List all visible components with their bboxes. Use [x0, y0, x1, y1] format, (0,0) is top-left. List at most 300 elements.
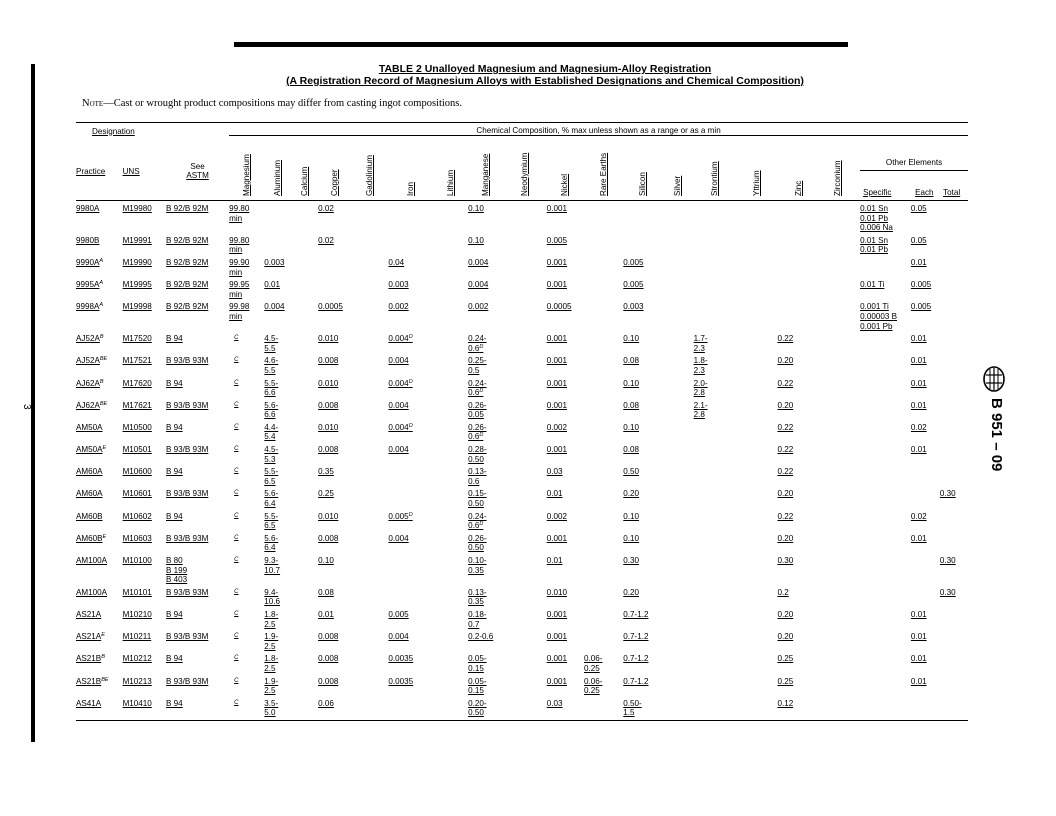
strontium-cell: [694, 486, 736, 508]
aluminum-cell: 1.9- 2.5: [264, 632, 279, 651]
yttrium-cell: [736, 233, 777, 255]
zinc-cell: 0.22: [777, 467, 794, 477]
uns-cell: M17620: [122, 378, 152, 388]
gadolinium-cell: [352, 398, 388, 420]
zirconium-cell: [821, 353, 856, 375]
zirconium-cell: [821, 629, 856, 651]
table-row: [76, 353, 968, 375]
neodymium-cell: [503, 585, 546, 607]
zirconium-cell: [821, 233, 856, 255]
element-header-magnesium: Magnesium: [229, 136, 264, 201]
aluminum-cell: 5.6- 6.4: [264, 489, 279, 509]
yttrium-cell: [736, 486, 777, 508]
astm-cell: B 94: [166, 378, 183, 388]
lithium-cell: [434, 553, 468, 585]
copper-cell: 0.008: [318, 676, 339, 686]
gadolinium-cell: [352, 585, 388, 607]
iron-cell: 0.004: [388, 632, 409, 642]
gadolinium-cell: [352, 464, 388, 486]
practice-cell: 9980A: [76, 204, 100, 213]
gadolinium-cell: [352, 629, 388, 651]
magnesium-cell: C: [234, 401, 239, 408]
nickel-cell: 0.001: [546, 334, 567, 344]
strontium-cell: [694, 553, 736, 585]
gadolinium-cell: [352, 696, 388, 721]
specific-cell: [856, 585, 911, 607]
lithium-cell: [434, 420, 468, 442]
silver-cell: [663, 376, 694, 398]
manganese-cell: 0.004: [468, 280, 489, 290]
specific-cell: [856, 376, 911, 398]
calcium-cell: [291, 277, 318, 299]
yttrium-cell: [736, 201, 777, 233]
magnesium-cell: C: [234, 335, 239, 342]
practice-cell: $AM60B^E$: [76, 533, 107, 543]
uns-cell: M10410: [123, 696, 166, 721]
each-cell: [911, 585, 940, 607]
zirconium-cell: [821, 553, 856, 585]
element-header-manganese: Manganese: [468, 136, 503, 201]
silicon-cell: 0.08: [623, 400, 640, 410]
yttrium-cell: [736, 255, 777, 277]
zirconium-cell: [821, 420, 856, 442]
silicon-cell: 0.10: [623, 334, 640, 344]
magnesium-cell: C: [234, 468, 239, 475]
zirconium-cell: [821, 607, 856, 629]
calcium-cell: [291, 553, 318, 585]
gadolinium-cell: [352, 353, 388, 375]
practice-cell: $AS21A^E$: [76, 632, 105, 642]
uns-cell: M17621: [122, 400, 152, 410]
copper-cell: 0.008: [318, 632, 339, 642]
each-cell: 0.01: [910, 676, 927, 686]
nickel-cell: 0.01: [546, 556, 563, 565]
each-cell: 0.01: [910, 378, 927, 388]
side-header: [975, 358, 1019, 518]
table-row: [76, 299, 968, 331]
astm-cell: B 94: [166, 422, 183, 432]
table-row: [76, 255, 968, 277]
astm-cell: B 93/B 93M: [166, 445, 209, 455]
copper-cell: 0.02: [318, 204, 334, 213]
zinc-cell: 0.20: [777, 400, 794, 410]
aluminum-cell: 4.4- 5.4: [264, 422, 279, 442]
strontium-cell: [694, 277, 736, 299]
total-cell: [940, 233, 968, 255]
manganese-cell: 0.18- 0.7: [468, 609, 487, 629]
lithium-cell: [434, 255, 468, 277]
silver-cell: [663, 464, 694, 486]
chem-header: Chemical Composition, % max unless shown as a range or as a min: [229, 123, 968, 136]
specific-cell: [856, 464, 911, 486]
silver-cell: [663, 255, 694, 277]
yttrium-cell: [736, 674, 777, 696]
zirconium-cell: [821, 464, 856, 486]
aluminum-cell: 4.5- 5.5: [264, 334, 279, 353]
iron-cell: 0.0035: [388, 654, 414, 664]
strontium-cell: [694, 607, 736, 629]
copper-cell: 0.0005: [318, 302, 343, 312]
calcium-cell: [291, 442, 318, 464]
copper-cell: 0.35: [318, 467, 334, 477]
manganese-cell: 0.2-0.6: [468, 632, 494, 642]
silver-cell: [663, 201, 694, 233]
iron-cell: $0.004^D$: [388, 378, 413, 388]
strontium-cell: [694, 696, 736, 721]
alloy-table: [76, 122, 968, 721]
gadolinium-cell: [352, 531, 388, 553]
copper-cell: 0.010: [318, 378, 339, 388]
neodymium-cell: [503, 420, 546, 442]
copper-cell: 0.25: [318, 489, 334, 499]
practice-cell: $AJ52A^B$: [76, 334, 104, 344]
element-header-zirconium: Zirconium: [821, 136, 856, 201]
uns-cell: M10603: [122, 533, 152, 543]
table-row: [76, 376, 968, 398]
zinc-cell: 0.12: [777, 696, 820, 721]
magnesium-cell: 99.95 min: [229, 280, 250, 299]
practice-cell: AM60A: [76, 489, 103, 499]
aluminum-cell: 5.5- 6.5: [264, 511, 279, 531]
iron-cell: 0.003: [388, 280, 409, 290]
iron-cell: [388, 585, 434, 607]
magnesium-cell: 99.80 min: [229, 235, 250, 255]
iron-cell: $0.004^D$: [388, 422, 413, 432]
silicon-cell: 0.10: [623, 533, 640, 543]
strontium-cell: 1.7- 2.3: [693, 334, 708, 353]
silver-cell: [663, 299, 694, 331]
zirconium-cell: [821, 674, 856, 696]
iron-cell: 0.0035: [388, 676, 414, 686]
gadolinium-cell: [352, 331, 388, 353]
astm-cell: B 94: [166, 334, 183, 344]
silicon-cell: 0.50: [623, 467, 640, 477]
zinc-cell: [777, 299, 820, 331]
magnesium-cell: C: [234, 588, 239, 595]
zinc-cell: [777, 201, 820, 233]
total-cell: 0.30: [939, 489, 956, 499]
practice-cell: AM100A: [76, 587, 108, 597]
table-row: [76, 651, 968, 673]
manganese-cell: 0.15- 0.50: [468, 489, 487, 509]
silicon-cell: 0.005: [623, 257, 644, 267]
aluminum-cell: 0.01: [264, 280, 281, 290]
specific-cell: [856, 398, 911, 420]
calcium-cell: [291, 674, 318, 696]
neodymium-cell: [503, 233, 546, 255]
silicon-cell: 0.10: [623, 422, 640, 432]
table-note: Note—Cast or wrought product compositions may differ from casting ingot compositions.: [82, 98, 463, 109]
specific-cell: [856, 255, 911, 277]
designation-label: B 951 – 09: [988, 398, 1005, 472]
neodymium-cell: [503, 376, 546, 398]
zirconium-cell: [821, 486, 856, 508]
manganese-cell: 0.26- $0.6^D$: [468, 422, 487, 442]
rare-earths-cell: [584, 486, 623, 508]
silicon-cell: 0.20: [623, 587, 640, 597]
each-cell: 0.05: [910, 235, 927, 245]
silicon-cell: 0.7-1.2: [623, 676, 649, 686]
nickel-cell: 0.0005: [546, 302, 572, 312]
iron-cell: [388, 464, 434, 486]
practice-cell: $9998A^A$: [76, 302, 104, 312]
neodymium-cell: [503, 651, 546, 673]
strontium-cell: [694, 464, 736, 486]
practice-cell: $9990A^A$: [76, 257, 104, 267]
silicon-cell: 0.50- 1.5: [623, 696, 662, 721]
zinc-cell: 0.22: [777, 422, 794, 432]
magnesium-cell: C: [234, 446, 239, 453]
element-header-calcium: Calcium: [291, 136, 318, 201]
each-cell: 0.01: [910, 257, 927, 267]
each-cell: 0.01: [910, 654, 927, 664]
astm-cell: B 94: [166, 696, 229, 721]
rare-earths-cell: [584, 629, 623, 651]
lithium-cell: [434, 398, 468, 420]
magnesium-cell: C: [234, 490, 239, 497]
manganese-cell: 0.24- $0.6^D$: [468, 511, 487, 531]
nickel-cell: 0.001: [546, 257, 567, 267]
nickel-cell: 0.010: [546, 587, 567, 597]
zirconium-cell: [821, 277, 856, 299]
nickel-cell: 0.001: [546, 400, 567, 410]
astm-cell: B 93/B 93M: [166, 533, 209, 543]
practice-cell: $AJ62A^B$: [76, 378, 104, 388]
element-header-yttrium: Yttrium: [736, 136, 777, 201]
zirconium-cell: [821, 696, 856, 721]
copper-cell: 0.008: [318, 533, 339, 543]
table-row: [76, 629, 968, 651]
specific-cell: [856, 531, 911, 553]
zirconium-cell: [821, 398, 856, 420]
table-row: [76, 553, 968, 585]
practice-cell: 9980B: [76, 235, 100, 245]
zirconium-cell: [821, 509, 856, 531]
nickel-cell: 0.002: [546, 511, 567, 521]
specific-cell: 0.01 Ti: [860, 280, 885, 290]
calcium-cell: [291, 299, 318, 331]
top-rule: [234, 42, 848, 47]
each-cell: 0.01: [910, 632, 927, 642]
aluminum-cell: 5.6- 6.4: [264, 533, 279, 553]
aluminum-cell: 0.003: [264, 257, 285, 267]
rare-earths-cell: 0.06- 0.25: [583, 654, 603, 673]
zinc-cell: 0.20: [777, 533, 794, 543]
zirconium-cell: [821, 299, 856, 331]
strontium-cell: [694, 531, 736, 553]
table-row: [76, 674, 968, 696]
uns-cell: M10213: [122, 676, 152, 686]
practice-cell: $AS21B^{BE}$: [76, 676, 109, 686]
lithium-cell: [434, 201, 468, 233]
specific-cell: 0.01 Sn 0.01 Pb 0.006 Na: [860, 204, 893, 233]
copper-cell: 0.008: [318, 400, 339, 410]
zinc-cell: [777, 277, 820, 299]
nickel-cell: 0.002: [546, 422, 567, 432]
silver-cell: [663, 233, 694, 255]
table-title: TABLE 2 Unalloyed Magnesium and Magnesium-Alloy Registration: [378, 63, 712, 75]
practice-cell: AS41A: [76, 696, 123, 721]
manganese-cell: 0.10: [468, 204, 484, 213]
specific-cell: [856, 442, 911, 464]
uns-cell: M10101: [122, 587, 152, 597]
specific-cell: [856, 607, 911, 629]
nickel-cell: 0.001: [546, 676, 567, 686]
specific-cell: [856, 553, 911, 585]
strontium-cell: 2.1- 2.8: [693, 400, 708, 420]
rare-earths-cell: [584, 442, 623, 464]
each-cell: 0.01: [910, 400, 927, 410]
manganese-cell: 0.25- 0.5: [468, 356, 487, 375]
yttrium-cell: [736, 696, 777, 721]
uns-cell: M10500: [122, 422, 152, 432]
zinc-cell: 0.22: [777, 511, 794, 521]
lithium-cell: [434, 531, 468, 553]
uns-cell: M10211: [122, 632, 152, 642]
silicon-cell: 0.7-1.2: [623, 609, 649, 619]
astm-cell: B 93/B 93M: [166, 676, 209, 686]
see-astm-header: See ASTM: [166, 136, 229, 201]
calcium-cell: [291, 331, 318, 353]
calcium-cell: [291, 585, 318, 607]
table-row: [76, 420, 968, 442]
lithium-cell: [434, 299, 468, 331]
neodymium-cell: [503, 277, 546, 299]
uns-cell: M19995: [122, 280, 152, 290]
astm-cell: B 94: [166, 511, 183, 521]
yttrium-cell: [736, 331, 777, 353]
aluminum-cell: 5.5- 6.5: [264, 467, 279, 486]
iron-cell: [388, 553, 434, 585]
calcium-cell: [291, 509, 318, 531]
yttrium-cell: [736, 629, 777, 651]
table-row: [76, 201, 968, 233]
neodymium-cell: [503, 464, 546, 486]
calcium-cell: [291, 255, 318, 277]
total-cell: [940, 331, 968, 353]
lithium-cell: [434, 607, 468, 629]
iron-cell: $0.005^D$: [388, 511, 413, 521]
neodymium-cell: [503, 255, 546, 277]
total-cell: [940, 255, 968, 277]
yttrium-cell: [736, 531, 777, 553]
neodymium-cell: [503, 607, 546, 629]
silicon-cell: 0.7-1.2: [623, 654, 649, 664]
aluminum-cell: 1.9- 2.5: [264, 676, 279, 696]
calcium-cell: [291, 486, 318, 508]
aluminum-cell: 1.8- 2.5: [264, 609, 279, 629]
copper-cell: 0.008: [318, 445, 339, 455]
total-cell: [940, 607, 968, 629]
designation-header: Designation: [76, 123, 229, 136]
copper-cell: [318, 255, 352, 277]
magnesium-cell: C: [234, 357, 239, 364]
revision-bar: [31, 64, 35, 742]
manganese-cell: 0.24- $0.6^D$: [468, 334, 487, 353]
nickel-cell: 0.001: [546, 378, 567, 388]
strontium-cell: [694, 299, 736, 331]
astm-cell: B 93/B 93M: [166, 587, 209, 597]
astm-cell: B 92/B 92M: [166, 235, 209, 245]
iron-cell: 0.004: [388, 356, 409, 366]
specific-cell: [856, 353, 911, 375]
element-header-strontium: Strontium: [694, 136, 736, 201]
table-row: [76, 464, 968, 486]
rare-earths-cell: 0.06- 0.25: [583, 676, 603, 696]
manganese-cell: 0.05- 0.15: [468, 654, 487, 673]
neodymium-cell: [503, 331, 546, 353]
table-row: [76, 277, 968, 299]
strontium-cell: [694, 509, 736, 531]
silicon-cell: [623, 233, 662, 255]
aluminum-cell: 1.8- 2.5: [264, 654, 279, 673]
calcium-cell: [291, 607, 318, 629]
zinc-cell: [777, 255, 820, 277]
each-cell: 0.01: [910, 334, 927, 344]
table-row: [76, 696, 968, 721]
gadolinium-cell: [352, 233, 388, 255]
zirconium-cell: [821, 376, 856, 398]
uns-cell: M17521: [122, 356, 152, 366]
zinc-cell: 0.20: [777, 632, 794, 642]
table-subtitle: (A Registration Record of Magnesium Alloys with Established Designations and Chemical Composition): [286, 75, 804, 87]
practice-cell: $9995A^A$: [76, 280, 104, 290]
uns-cell: M19990: [122, 257, 152, 267]
yttrium-cell: [736, 464, 777, 486]
strontium-cell: [694, 585, 736, 607]
total-cell: 0.30: [939, 556, 956, 565]
astm-cell: B 94: [166, 467, 183, 477]
element-header-silver: Silver: [663, 136, 694, 201]
silicon-cell: 0.003: [623, 302, 644, 312]
zirconium-cell: [821, 585, 856, 607]
gadolinium-cell: [352, 553, 388, 585]
rare-earths-cell: [584, 233, 623, 255]
copper-cell: 0.008: [318, 654, 339, 664]
silver-cell: [663, 398, 694, 420]
zinc-cell: 0.20: [777, 356, 794, 366]
total-cell: [940, 651, 968, 673]
manganese-cell: 0.28- 0.50: [468, 445, 487, 464]
yttrium-cell: [736, 509, 777, 531]
lithium-cell: [434, 233, 468, 255]
practice-cell: $AJ62A^{BE}$: [76, 400, 108, 410]
zirconium-cell: [821, 531, 856, 553]
iron-cell: 0.004: [388, 400, 409, 410]
element-header-copper: Copper: [318, 136, 352, 201]
rare-earths-cell: [584, 277, 623, 299]
manganese-cell: 0.10- 0.35: [468, 556, 487, 575]
astm-cell: B 93/B 93M: [166, 632, 209, 642]
element-header-gadolinium: Gadolinium: [352, 136, 388, 201]
yttrium-cell: [736, 398, 777, 420]
neodymium-cell: [503, 696, 546, 721]
gadolinium-cell: [352, 651, 388, 673]
each-header: Each: [915, 188, 934, 197]
total-cell: [940, 442, 968, 464]
neodymium-cell: [503, 201, 546, 233]
nickel-cell: 0.001: [546, 654, 567, 664]
nickel-cell: 0.001: [546, 533, 567, 543]
practice-cell: AM50A: [76, 422, 103, 432]
uns-cell: M19991: [122, 235, 152, 245]
specific-cell: [856, 509, 911, 531]
copper-cell: 0.010: [318, 422, 339, 432]
calcium-cell: [291, 696, 318, 721]
table-row: [76, 607, 968, 629]
calcium-cell: [291, 398, 318, 420]
specific-header: Specific: [863, 188, 892, 197]
